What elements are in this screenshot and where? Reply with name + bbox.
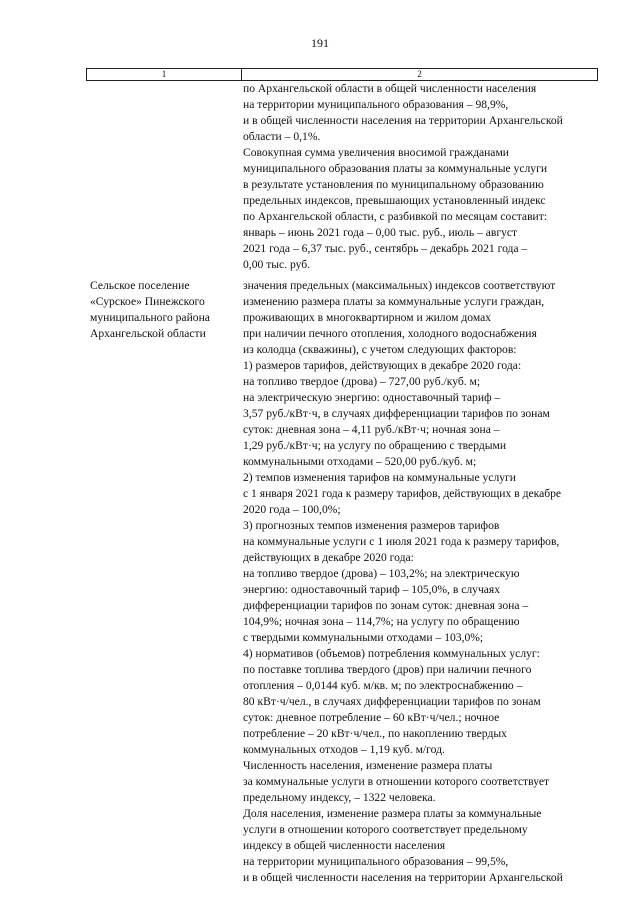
text-line: 3,57 руб./кВт·ч, в случаях дифференциации тарифов по зонам [243, 407, 550, 420]
text-line: на топливо твердое (дрова) – 103,2%; на электрическую [243, 567, 520, 580]
municipality-line: «Сурское» Пинежского [90, 295, 205, 308]
text-line: 0,00 тыс. руб. [243, 258, 311, 271]
text-line: Доля населения, изменение размера платы за коммунальные [243, 807, 542, 820]
text-line: на коммунальные услуги с 1 июля 2021 года к размеру тарифов, [243, 535, 560, 548]
text-line: области – 0,1%. [243, 130, 321, 143]
text-line: 1) размеров тарифов, действующих в декабре 2020 года: [243, 359, 522, 372]
text-line: на территории муниципального образования – 98,9%, [243, 98, 509, 111]
text-line: предельному индексу, – 1322 человека. [243, 791, 436, 804]
continued-text-block [243, 81, 603, 273]
text-line: 2021 года – 6,37 тыс. руб., сентябрь – декабрь 2021 года – [243, 242, 528, 255]
text-line: изменению размера платы за коммунальные услуги граждан, [243, 295, 545, 308]
municipality-line: Архангельской области [90, 327, 206, 340]
text-line: в результате установления по муниципальному образованию [243, 178, 544, 191]
municipality-description [243, 278, 603, 886]
text-line: за коммунальные услуги в отношении которого соответствует [243, 775, 550, 788]
text-line: суток: дневное потребление – 60 кВт·ч/чел.; ночное [243, 711, 500, 724]
text-line: муниципального образования платы за коммунальные услуги [243, 162, 548, 175]
text-line: и в общей численности населения на территории Архангельской [243, 114, 563, 127]
text-line: индексу в общей численности населения [243, 839, 446, 852]
text-line: на территории муниципального образования – 99,5%, [243, 855, 509, 868]
text-line: по Архангельской области, с разбивкой по месяцам составит: [243, 210, 548, 223]
text-line: суток: дневная зона – 4,11 руб./кВт·ч; ночная зона – [243, 423, 500, 436]
text-line: энергию: одноставочный тариф – 105,0%, в случаях [243, 583, 501, 596]
text-line: 1,29 руб./кВт·ч; на услугу по обращению с твердыми [243, 439, 507, 452]
text-line: 3) прогнозных темпов изменения размеров тарифов [243, 519, 500, 532]
text-line: из колодца (скважины), с учетом следующих факторов: [243, 343, 517, 356]
page-number: 191 [311, 36, 329, 50]
text-line: Численность населения, изменение размера платы [243, 759, 493, 772]
text-line: услуги в отношении которого соответствует предельному [243, 823, 528, 836]
text-line: коммунальными отходами – 520,00 руб./куб. м; [243, 455, 477, 468]
column-1-header: 1 [87, 69, 242, 80]
text-line: и в общей численности населения на территории Архангельской [243, 871, 563, 884]
text-line: отопления – 0,0144 куб. м/кв. м; по электроснабжению – [243, 679, 523, 692]
text-line: проживающих в многоквартирном и жилом домах [243, 311, 492, 324]
text-line: коммунальных отходов – 1,19 куб. м/год. [243, 743, 445, 756]
text-line: при наличии печного отопления, холодного водоснабжения [243, 327, 537, 340]
text-line: с твердыми коммунальными отходами – 103,0%; [243, 631, 484, 644]
text-line: дифференциации тарифов по зонам суток: дневная зона – [243, 599, 529, 612]
text-line: 80 кВт·ч/чел., в случаях дифференциации тарифов по зонам [243, 695, 541, 708]
text-line: январь – июнь 2021 года – 0,00 тыс. руб., июль – август [243, 226, 518, 239]
text-line: действующих в декабре 2020 года: [243, 551, 414, 564]
text-line: с 1 января 2021 года к размеру тарифов, действующих в декабре [243, 487, 562, 500]
text-line: на топливо твердое (дрова) – 727,00 руб./куб. м; [243, 375, 481, 388]
text-line: значения предельных (максимальных) индексов соответствуют [243, 279, 556, 292]
municipality-line: Сельское поселение [90, 279, 190, 292]
text-line: 2020 года – 100,0%; [243, 503, 341, 516]
municipality-name [90, 278, 240, 342]
text-line: по Архангельской области в общей численности населения [243, 82, 537, 95]
text-line: 4) нормативов (объемов) потребления коммунальных услуг: [243, 647, 540, 660]
text-line: потребление – 20 кВт·ч/чел., по накоплению твердых [243, 727, 507, 740]
table-header-row [86, 68, 598, 81]
text-line: по поставке топлива твердого (дров) при наличии печного [243, 663, 532, 676]
municipality-line: муниципального района [90, 311, 210, 324]
text-line: 104,9%; ночная зона – 114,7%; на услугу по обращению [243, 615, 520, 628]
column-2-header: 2 [417, 69, 422, 79]
text-line: 2) темпов изменения тарифов на коммунальные услуги [243, 471, 516, 484]
text-line: предельных индексов, превышающих установленный индекс [243, 194, 546, 207]
text-line: на электрическую энергию: одноставочный тариф – [243, 391, 501, 404]
text-line: Совокупная сумма увеличения вносимой гражданами [243, 146, 509, 159]
